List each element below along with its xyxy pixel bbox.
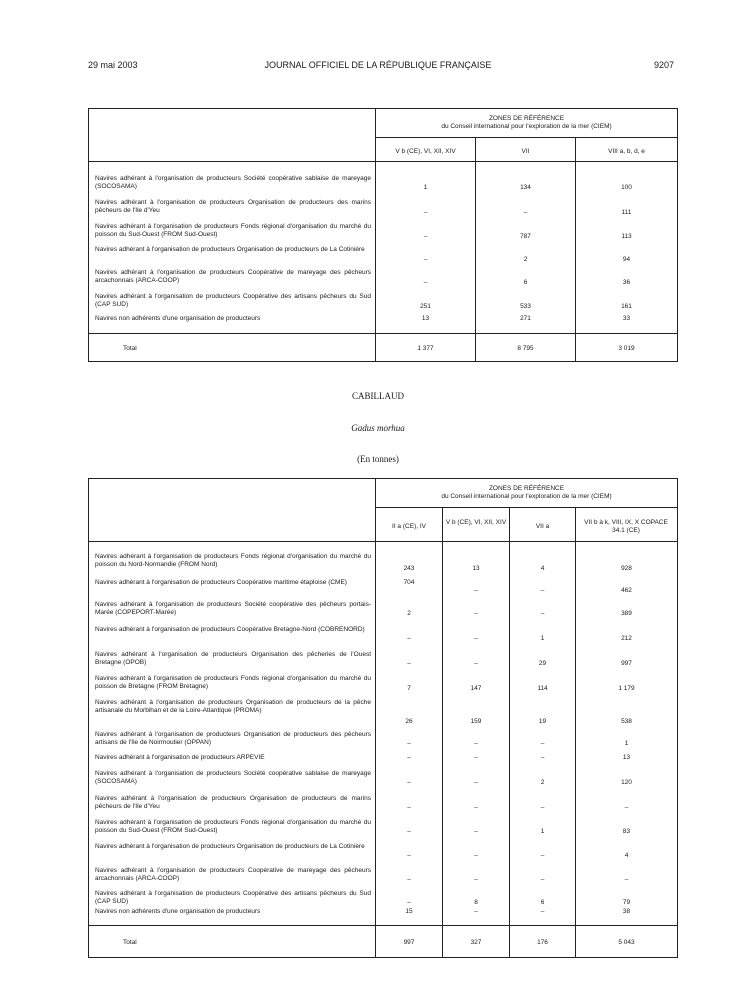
cell-value: – (540, 804, 545, 811)
cell-value: 6 (540, 899, 545, 906)
cell-value: 1 (624, 740, 629, 747)
cell-value: – (407, 852, 411, 859)
cell-value: – (540, 876, 545, 883)
cell-value: 4 (540, 565, 545, 572)
cell-value: 159 (470, 718, 482, 725)
cell-value: 79 (622, 899, 631, 906)
cell-value: – (407, 828, 411, 835)
row-label: Navires adhérant à l'organisation de producteurs Organisation de producteurs des pêcheurs artisans de l'Ile de Noirmoutier (OPPAN) (95, 731, 371, 747)
row-label: Navires adhérant à l'organisation de producteurs Organisation de producteurs de La Cotinière (95, 246, 365, 253)
cell-value: – (474, 852, 478, 859)
row-label: Navires adhérant à l'organisation de producteurs Organisation de producteurs de La Cotinière (95, 843, 365, 850)
cell-value: 7 (407, 685, 411, 692)
table-1 (88, 108, 678, 362)
cell-value: – (407, 899, 411, 906)
cell-value: 114 (537, 685, 548, 692)
cell-value: 94 (622, 256, 631, 263)
table-rule (89, 333, 677, 334)
cell-value: – (407, 779, 411, 786)
column-header: II a (CE), IV (392, 523, 426, 530)
table-rule (89, 161, 677, 162)
cell-value: – (474, 804, 478, 811)
cell-value: 100 (621, 184, 632, 191)
row-label: Navires adhérant à l'organisation de producteurs Fonds régional d'organisation du marché du poisson de Bretagne (FROM Bretagne) (95, 675, 371, 691)
cell-value: 2 (407, 610, 411, 617)
table-rule (89, 925, 677, 926)
cell-value: – (423, 209, 428, 216)
cell-value: – (423, 233, 428, 240)
cell-value: 533 (520, 303, 531, 310)
cell-value: 1 (540, 828, 545, 835)
table-divider (575, 507, 576, 957)
zones-title: ZONES DE RÉFÉRENCE (488, 115, 565, 122)
cell-value: 13 (421, 315, 430, 322)
row-label: Navires adhérant à l'organisation de producteurs Organisation des pêcheries de l'Ouest Bretagne (OPOB) (95, 651, 371, 667)
row-label: Navires adhérant à l'organisation de producteurs Fonds régional d'organisation du marché du poisson du Nord-Normandie (FROM Nord) (95, 553, 371, 569)
cell-value: 111 (621, 209, 632, 216)
zones-subtitle: du Conseil international pour l'exploration de la mer (CIEM) (441, 493, 612, 500)
cell-value: – (624, 876, 629, 883)
row-label: Navires adhérant à l'organisation de producteurs Organisation de producteurs des marins pêcheurs de l'Ile d'Yeu (95, 199, 371, 215)
cell-value: 538 (621, 718, 632, 725)
column-header: VII a (535, 523, 550, 530)
cell-value: – (474, 754, 478, 761)
cell-value: 389 (621, 610, 632, 617)
table-divider (575, 137, 576, 361)
cell-value: – (474, 635, 478, 642)
cell-value: – (540, 610, 545, 617)
cell-value: – (474, 876, 478, 883)
table-divider (442, 507, 443, 957)
cell-value: 33 (622, 315, 631, 322)
total-label: Total (123, 345, 137, 352)
total-value: 176 (537, 939, 548, 946)
total-value: 8 795 (517, 345, 534, 352)
cell-value: – (407, 660, 411, 667)
total-value: 997 (403, 939, 415, 946)
cell-value: 134 (520, 184, 531, 191)
column-header: VII (521, 148, 530, 155)
journal-title: JOURNAL OFFICIEL DE LA RÉPUBLIQUE FRANÇAISE (264, 60, 492, 70)
row-label: Navires adhérant à l'organisation de producteurs Société coopérative des pêcheurs portais-Marée (COPEPORT-Marée) (95, 601, 371, 617)
row-label: Navires adhérant à l'organisation de producteurs Coopérative de mareyage des pêcheurs arcachonnais (ARCA-COOP) (95, 269, 371, 285)
total-label: Total (123, 939, 137, 946)
cell-value: – (474, 660, 478, 667)
cell-value: – (407, 804, 411, 811)
cell-value: 113 (621, 233, 632, 240)
row-label: Navires adhérant à l'organisation de producteurs Société coopérative sablaise de mareyage (SOCOSAMA) (95, 175, 371, 191)
cell-value: 2 (523, 256, 528, 263)
cell-value: 462 (621, 587, 632, 594)
page-date: 29 mai 2003 (88, 60, 138, 70)
row-label: Navires adhérant à l'organisation de producteurs Fonds régional d'organisation du marché du poisson du Sud-Ouest (FROM Sud-Ouest) (95, 819, 371, 835)
cell-value: 26 (405, 718, 413, 725)
row-label: Navires non adhérents d'une organisation de producteurs (95, 908, 261, 915)
cell-value: 19 (538, 718, 547, 725)
row-label: Navires adhérant à l'organisation de producteurs Coopérative des artisans pêcheurs du Sud (CAP SUD) (95, 890, 371, 906)
cell-value: 928 (621, 565, 632, 572)
cell-value: – (540, 587, 545, 594)
cell-value: – (407, 876, 411, 883)
cell-value: 997 (621, 660, 632, 667)
total-value: 5 043 (618, 939, 635, 946)
cell-value: – (624, 804, 629, 811)
cell-value: 36 (622, 279, 631, 286)
cell-value: 6 (523, 279, 528, 286)
cell-value: 120 (621, 779, 632, 786)
cell-value: 243 (403, 565, 415, 572)
table-2 (88, 478, 678, 958)
zones-header (376, 485, 677, 508)
row-label: Navires adhérant à l'organisation de producteurs ARPEVIE (95, 754, 265, 761)
row-label: Navires adhérant à l'organisation de producteurs Coopérative maritime étaploise (CME) (95, 579, 347, 586)
table-divider (475, 137, 476, 361)
cell-value: – (523, 209, 528, 216)
row-label: Navires adhérant à l'organisation de producteurs Société coopérative sablaise de mareyage (SOCOSAMA) (95, 770, 371, 786)
cell-value: 1 179 (618, 685, 635, 692)
total-value: 1 377 (417, 345, 434, 352)
cell-value: – (474, 610, 478, 617)
cell-value: 13 (472, 565, 480, 572)
cell-value: – (474, 908, 478, 915)
cell-value: 147 (470, 685, 482, 692)
cell-value: 212 (621, 635, 632, 642)
column-header: V b (CE), VI, XII, XIV (395, 148, 456, 155)
row-label: Navires adhérant à l'organisation de producteurs Coopérative des artisans pêcheurs du Sud (CAP SUD) (95, 293, 371, 309)
zones-header (376, 115, 677, 138)
cell-value: – (474, 779, 478, 786)
cell-value: 271 (520, 315, 531, 322)
row-label: Navires adhérant à l'organisation de producteurs Fonds régional d'organisation du marché du poisson du Sud-Ouest (FROM Sud-Ouest) (95, 223, 371, 239)
cell-value: – (540, 908, 545, 915)
cell-value: 38 (622, 908, 631, 915)
zones-subtitle: du Conseil international pour l'exploration de la mer (CIEM) (441, 123, 612, 130)
row-label: Navires adhérant à l'organisation de producteurs Organisation de producteurs de la pêche artisanale du Morbihan et de la Loire-Atlantique (PROMA) (95, 699, 371, 715)
cell-value: 29 (538, 660, 547, 667)
total-value: 3 019 (618, 345, 635, 352)
cell-value: 704 (403, 579, 415, 586)
table-divider (509, 507, 510, 957)
column-header: VII b à k, VIII, IX, X COPACE 34.1 (CE) (584, 519, 668, 534)
column-header: V b (CE), VI, XII, XIV (445, 519, 507, 526)
row-label: Navires adhérant à l'organisation de producteurs Organisation de producteurs de marins pêcheurs de l'Ile d'Yeu (95, 795, 371, 811)
cell-value: 2 (540, 779, 545, 786)
table-rule (89, 541, 677, 542)
row-label: Navires non adhérents d'une organisation de producteurs (95, 315, 261, 322)
cell-value: 161 (621, 303, 632, 310)
cell-value: 15 (405, 908, 413, 915)
row-label: Navires adhérant à l'organisation de producteurs Coopérative Bretagne-Nord (COBRENORD) (95, 626, 365, 633)
cell-value: – (474, 740, 478, 747)
row-label: Navires adhérant à l'organisation de producteurs Coopérative de mareyage des pêcheurs arcachonnais (ARCA-COOP) (95, 867, 371, 883)
cell-value: – (407, 635, 411, 642)
cell-value: – (407, 740, 411, 747)
cell-value: – (423, 279, 428, 286)
cell-value: – (540, 740, 545, 747)
cell-value: – (423, 256, 428, 263)
cell-value: – (474, 587, 478, 594)
cell-value: – (407, 754, 411, 761)
species-title: CABILLAUD (352, 391, 404, 401)
cell-value: – (540, 754, 545, 761)
cell-value: 1 (423, 184, 428, 191)
cell-value: 13 (622, 754, 631, 761)
cell-value: 8 (474, 899, 478, 906)
cell-value: 1 (540, 635, 545, 642)
page-number: 9207 (653, 60, 674, 70)
species-latin-name: Gadus morhua (351, 423, 405, 433)
cell-value: 83 (622, 828, 631, 835)
cell-value: – (540, 852, 545, 859)
cell-value: 4 (624, 852, 629, 859)
cell-value: 251 (420, 303, 431, 310)
zones-title: ZONES DE RÉFÉRENCE (488, 485, 565, 492)
total-value: 327 (470, 939, 482, 946)
table-rule (376, 137, 677, 138)
cell-value: – (474, 828, 478, 835)
unit-note: (En tonnes) (357, 454, 399, 464)
cell-value: 787 (520, 233, 531, 240)
column-header: VIII a, b, d, e (608, 148, 645, 155)
